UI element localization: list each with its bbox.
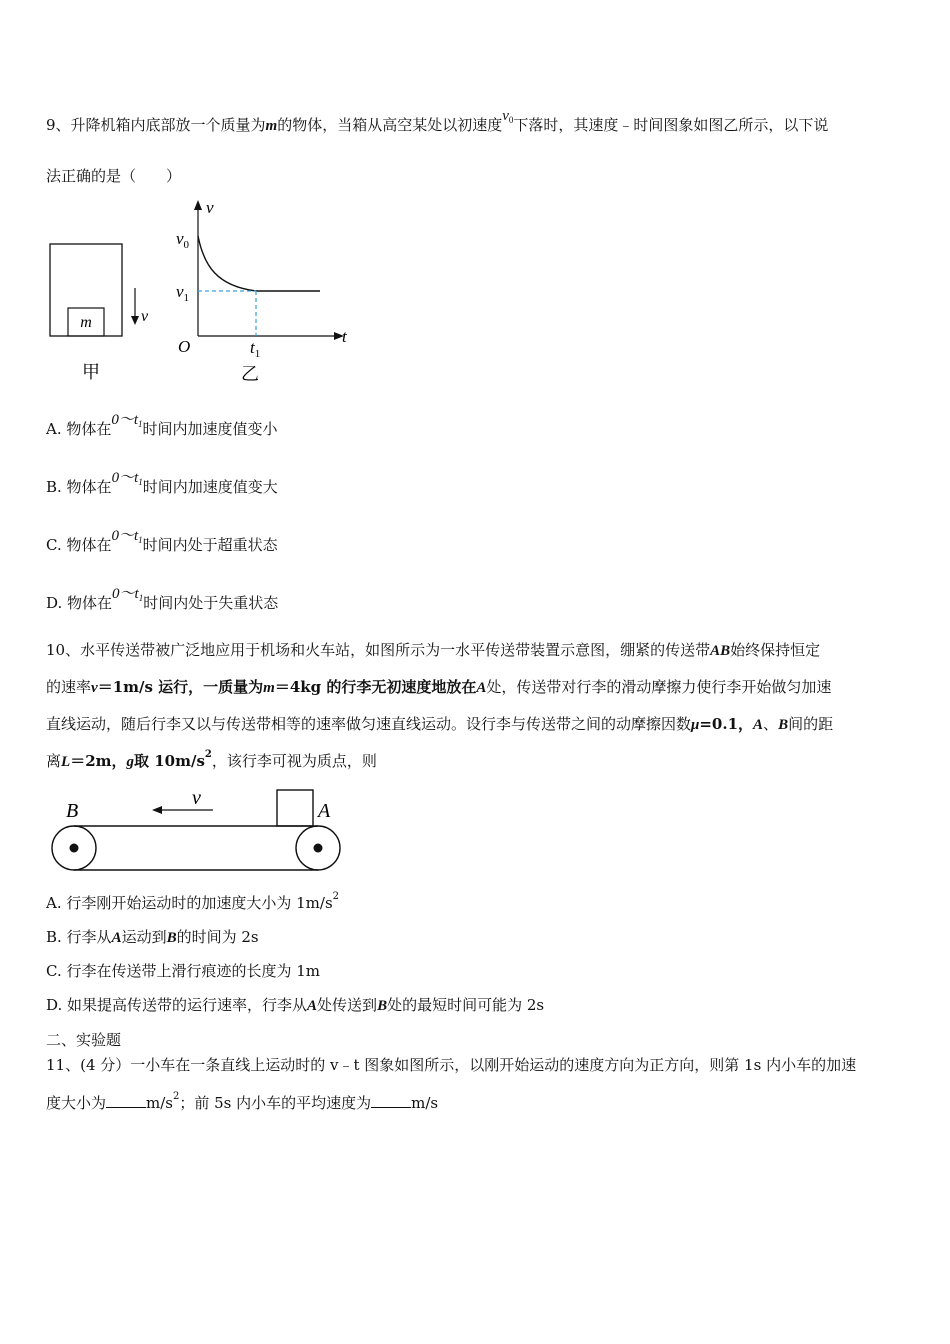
q9-mass-symbol: m	[265, 118, 278, 134]
figure-yi	[172, 196, 362, 388]
q10-line1: 10、水平传送带被广泛地应用于机场和火车站，如图所示为一水平传送带装置示意图，绷紧的传送带AB始终保持恒定	[46, 641, 821, 659]
q9-initial-velocity: $v_0$	[502, 108, 514, 125]
q10-line3: 直线运动，随后行李又以与传送带相等的速率做匀速直线运动。设行李与传送带之间的动摩擦因数μ=0.1，A、B间的距	[46, 715, 834, 733]
v-axis-label: v	[206, 198, 214, 217]
belt-velocity-label: v	[192, 787, 201, 809]
right-pulley-axle	[314, 844, 323, 853]
luggage-block	[277, 790, 313, 826]
origin-label: O	[178, 337, 191, 356]
mass-label: m	[80, 314, 92, 331]
answer-blank-1	[106, 1093, 146, 1108]
q9-line2: 法正确的是（ ）	[46, 167, 182, 185]
v-axis-arrow	[194, 200, 202, 210]
velocity-label: v	[141, 308, 149, 325]
t-axis-label: t	[342, 327, 347, 346]
q9-line1	[46, 108, 829, 135]
q11-line2: 度大小为 $m/s^2$；前 5s 内小车的平均速度为 m/s	[46, 1091, 439, 1112]
q9-option-a: A. 物体在$0\sim t_1$时间内加速度值变小	[46, 412, 278, 438]
figure-jia	[40, 230, 170, 390]
point-a-label: A	[318, 800, 331, 822]
velocity-arrow-head	[131, 316, 139, 325]
q10-option-d: D. 如果提高传送带的运行速率，行李从A处传送到B处的最短时间可能为 2s	[46, 996, 545, 1014]
q10-line2: 的速率v＝1m/s 运行，一质量为m＝4kg 的行李无初速度地放在A处，传送带对行李的滑动摩擦力使行李开始做匀加速	[46, 678, 832, 696]
q10-line4: 离L＝2m，g取 $10m/s^2$，该行李可视为质点，则	[46, 749, 377, 770]
section-heading: 二、实验题	[46, 1031, 122, 1049]
time-range: $0\sim t_1$	[111, 412, 143, 429]
q10-option-a: A. 行李刚开始运动时的加速度大小为 $1m/s^2$	[46, 891, 340, 912]
caption-yi: 乙	[241, 364, 259, 384]
v1-label: $v_1$	[176, 282, 190, 304]
answer-blank-2	[371, 1093, 411, 1108]
q9-text-2: 的物体，当箱从高空某处以初速度	[277, 116, 503, 134]
q9-text-1: 9、升降机箱内底部放一个质量为	[46, 116, 266, 134]
belt-velocity-arrowhead	[152, 806, 162, 814]
velocity-curve	[198, 236, 320, 291]
left-pulley-axle	[70, 844, 79, 853]
v0-label: $v_0$	[176, 229, 190, 251]
q9-option-b: B. 物体在$0\sim t_1$时间内加速度值变大	[46, 470, 278, 496]
q11-line1: 11、(4 分）一小车在一条直线上运动时的 v﹣t 图象如图所示，以刚开始运动的速度方向为正方向，则第 1s 内小车的加速	[46, 1056, 857, 1074]
q9-option-c: C. 物体在$0\sim t_1$时间内处于超重状态	[46, 528, 278, 554]
caption-jia: 甲	[82, 362, 100, 382]
q9-option-d: D. 物体在$0\sim t_1$时间内处于失重状态	[46, 586, 279, 612]
q10-option-b: B. 行李从A运动到B的时间为 2s	[46, 928, 259, 946]
time-range: $0\sim t_1$	[112, 586, 144, 603]
figure-conveyor	[48, 785, 348, 877]
t1-label: $t_1$	[250, 338, 261, 360]
q9-text-3: 下落时，其速度﹣时间图象如图乙所示，以下说	[513, 116, 829, 134]
q10-option-c: C. 行李在传送带上滑行痕迹的长度为 1m	[46, 962, 321, 980]
time-range: $0\sim t_1$	[111, 470, 143, 487]
point-b-label: B	[66, 800, 79, 822]
time-range: $0\sim t_1$	[111, 528, 143, 545]
